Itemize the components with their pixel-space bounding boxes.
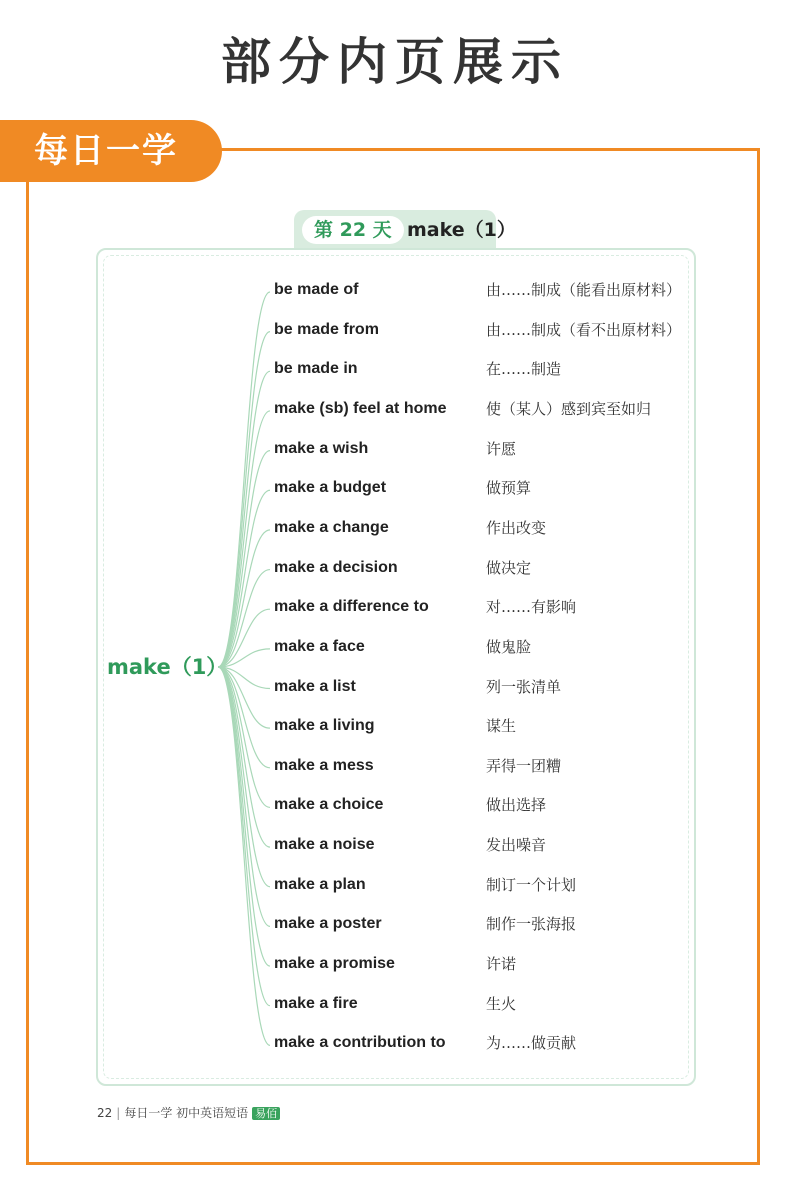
phrase-meaning: 由……制成（能看出原材料）: [486, 281, 682, 299]
phrase-meaning: 作出改变: [486, 518, 547, 537]
phrase-meaning: 做鬼脸: [486, 637, 532, 656]
book-title: 每日一学 初中英语短语: [124, 1106, 249, 1120]
phrase-item: make a wish: [274, 439, 369, 457]
phrase-item: be made in: [274, 360, 358, 378]
phrase-meaning: 发出噪音: [486, 836, 547, 855]
phrase-item: be made from: [274, 320, 379, 338]
phrase-item: make a noise: [274, 836, 375, 854]
phrase-meaning: 制订一个计划: [486, 875, 577, 894]
phrase-item: make a choice: [274, 796, 384, 814]
day-label: 第 22 天: [302, 216, 404, 244]
publisher-logo: 易佰: [252, 1107, 280, 1120]
phrase-item: make a mess: [274, 756, 374, 774]
phrase-meaning: 为……做贡献: [486, 1034, 577, 1053]
phrase-meaning: 弄得一团糟: [486, 756, 562, 775]
phrase-meaning: 列一张清单: [486, 677, 562, 696]
phrase-item: make a promise: [274, 955, 395, 973]
phrase-meaning: 对……有影响: [486, 598, 577, 617]
phrase-item: make a living: [274, 717, 375, 735]
phrase-item: be made of: [274, 281, 359, 298]
phrase-item: make a poster: [274, 915, 382, 933]
phrase-item: make a difference to: [274, 598, 429, 616]
phrase-item: make a plan: [274, 875, 366, 893]
phrase-meaning: 许诺: [486, 955, 517, 974]
phrase-item: make (sb) feel at home: [274, 399, 447, 417]
phrase-meaning: 做决定: [486, 558, 532, 577]
footer-divider: |: [116, 1106, 121, 1120]
topic-label: make（1）: [407, 219, 516, 241]
phrase-meaning: 在……制造: [486, 360, 562, 379]
phrase-meaning: 做预算: [486, 479, 532, 498]
page-title: 部分内页展示: [221, 33, 569, 91]
phrase-item: make a list: [274, 677, 356, 695]
phrase-meaning: 生火: [486, 994, 517, 1013]
phrase-item: make a decision: [274, 558, 398, 576]
phrase-item: make a change: [274, 518, 389, 536]
section-tag: 每日一学: [0, 120, 222, 182]
phrase-item: make a fire: [274, 994, 358, 1012]
phrase-meaning: 谋生: [486, 717, 517, 736]
mind-map-root: make（1）: [107, 655, 228, 679]
page-number: 22: [97, 1106, 113, 1120]
phrase-meaning: 制作一张海报: [486, 915, 577, 934]
phrase-meaning: 做出选择: [486, 796, 547, 815]
phrase-meaning: 许愿: [486, 439, 517, 458]
phrase-item: make a contribution to: [274, 1034, 446, 1052]
phrase-meaning: 使（某人）感到宾至如归: [486, 399, 652, 418]
phrase-item: make a budget: [274, 479, 387, 497]
page-footer: [97, 1104, 280, 1123]
phrase-meaning: 由……制成（看不出原材料）: [486, 320, 682, 339]
phrase-item: make a face: [274, 637, 365, 655]
